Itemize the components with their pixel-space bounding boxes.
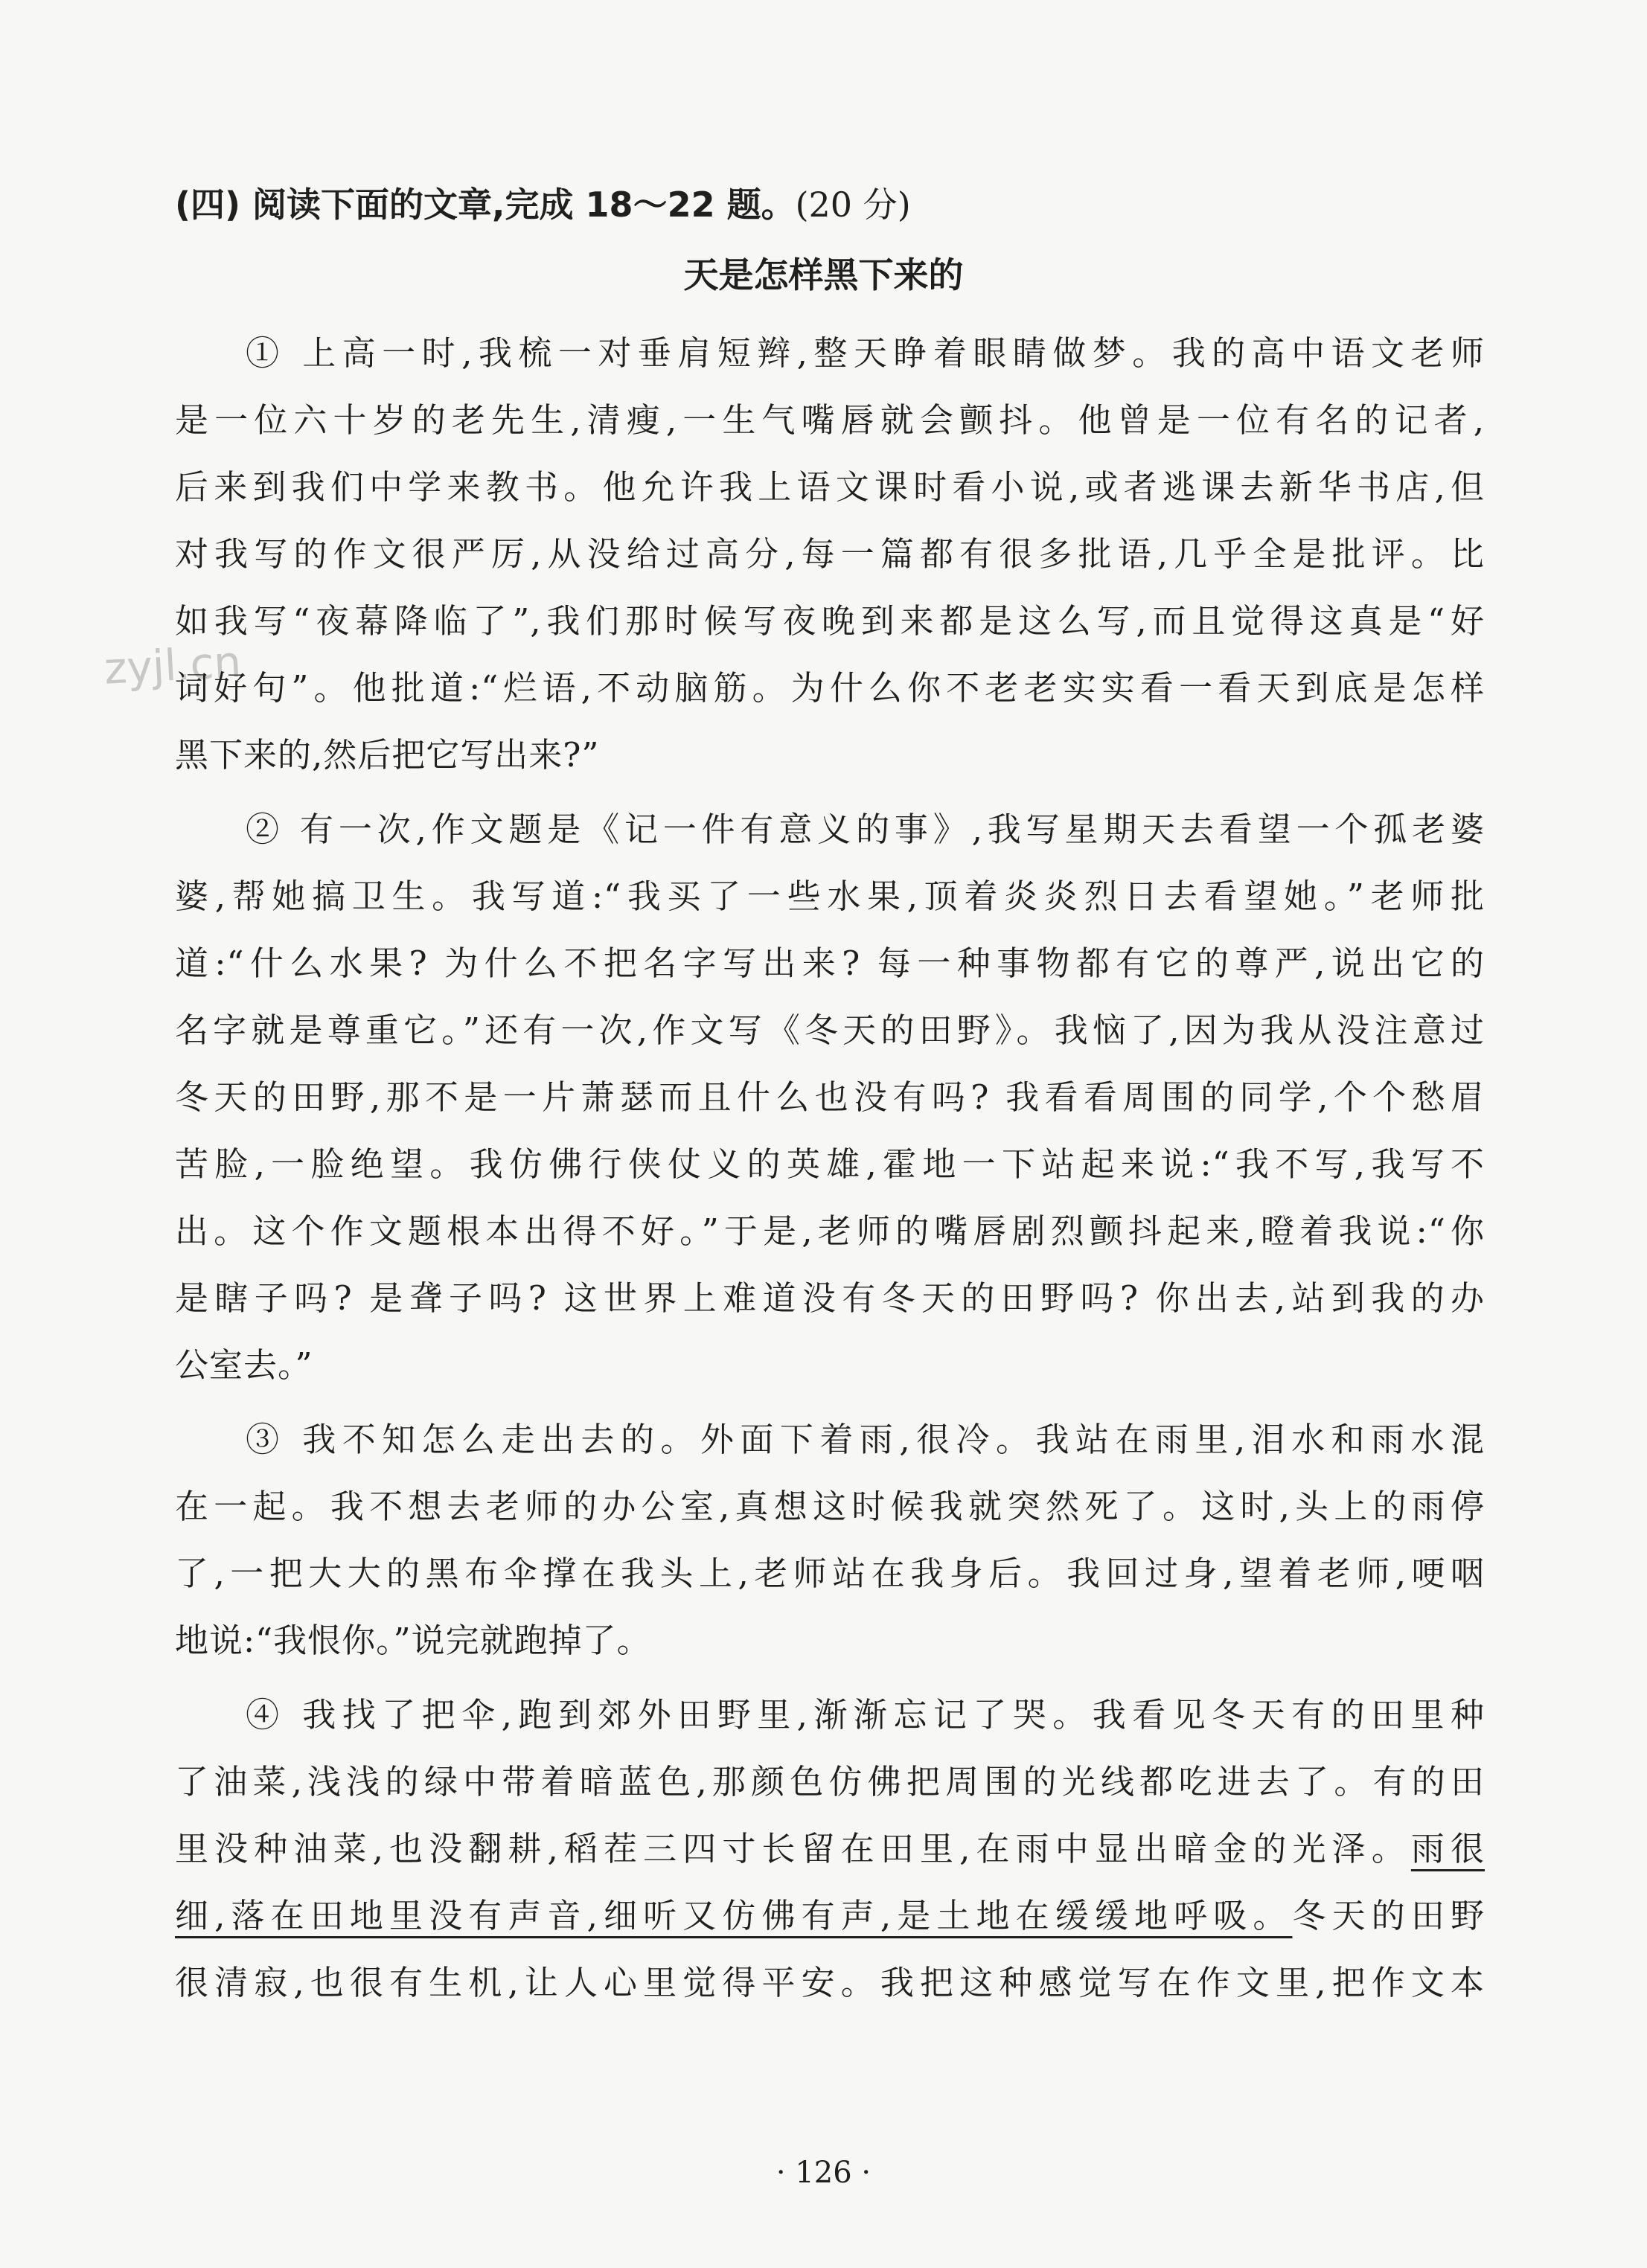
underlined-sentence: 细,落在田地里没有声音,细听又仿佛有声,是土地在缓缓地呼吸。 [175, 1896, 1293, 1935]
text-line: 公室去。” [175, 1345, 313, 1385]
page-number: · 126 · [775, 2156, 872, 2190]
text-segment: 冬天的田野 [1292, 1896, 1485, 1935]
text-segment: 里没种油菜,也没翻耕,稻茬三四寸长留在田里,在雨中显出暗金的光泽。 [175, 1829, 1411, 1868]
text-line: ④ 我找了把伞,跑到郊外田野里,渐渐忘记了哭。我看见冬天有的田里种 [246, 1695, 1485, 1734]
text-line: 冬天的田野,那不是一片萧瑟而且什么也没有吗? 我看看周围的同学,个个愁眉 [175, 1077, 1485, 1117]
text-line [175, 1816, 1485, 1883]
text-line: 黑下来的,然后把它写出来?” [175, 735, 600, 775]
section-heading-text: (四) 阅读下面的文章,完成 18～22 题。 [175, 185, 796, 225]
section-score: (20 分) [795, 185, 911, 225]
underlined-sentence: 雨很 [1410, 1829, 1485, 1868]
text-line: 出。这个作文题根本出得不好。”于是,老师的嘴唇剧烈颤抖起来,瞪着我说:“你 [175, 1211, 1485, 1251]
text-line: 地说:“我恨你。”说完就跑掉了。 [175, 1621, 651, 1660]
text-line: 后来到我们中学来教书。他允许我上语文课时看小说,或者逃课去新华书店,但 [175, 467, 1485, 507]
text-line: 了,一把大大的黑布伞撑在我头上,老师站在我身后。我回过身,望着老师,哽咽 [175, 1554, 1485, 1593]
text-line: 是一位六十岁的老先生,清瘦,一生气嘴唇就会颤抖。他曾是一位有名的记者, [175, 400, 1485, 440]
text-line: 名字就是尊重它。”还有一次,作文写《冬天的田野》。我恼了,因为我从没注意过 [175, 1010, 1485, 1050]
text-line: 了油菜,浅浅的绿中带着暗蓝色,那颜色仿佛把周围的光线都吃进去了。有的田 [175, 1762, 1485, 1801]
text-line: 很清寂,也很有生机,让人心里觉得平安。我把这种感觉写在作文里,把作文本 [175, 1963, 1485, 2002]
text-line: 婆,帮她搞卫生。我写道:“我买了一些水果,顶着炎炎烈日去看望她。”老师批 [175, 877, 1485, 916]
section-heading [175, 179, 1485, 231]
text-line: 对我写的作文很严厉,从没给过高分,每一篇都有很多批语,几乎全是批评。比 [175, 534, 1485, 574]
text-line: ③ 我不知怎么走出去的。外面下着雨,很冷。我站在雨里,泪水和雨水混 [246, 1420, 1485, 1459]
article-title: 天是怎样黑下来的 [683, 255, 964, 296]
watermark: zyjl.cn [103, 636, 243, 694]
text-line: 词好句”。他批道:“烂语,不动脑筋。为什么你不老老实实看一看天到底是怎样 [175, 668, 1485, 708]
text-line: 在一起。我不想去老师的办公室,真想这时候我就突然死了。这时,头上的雨停 [175, 1487, 1485, 1526]
text-line: 苦脸,一脸绝望。我仿佛行侠仗义的英雄,霍地一下站起来说:“我不写,我写不 [175, 1144, 1485, 1184]
text-line: ① 上高一时,我梳一对垂肩短辫,整天睁着眼睛做梦。我的高中语文老师 [246, 333, 1485, 373]
text-line: 如我写“夜幕降临了”,我们那时候写夜晚到来都是这么写,而且觉得这真是“好 [175, 601, 1485, 641]
text-line: 道:“什么水果? 为什么不把名字写出来? 每一种事物都有它的尊严,说出它的 [175, 944, 1485, 983]
text-line: ② 有一次,作文题是《记一件有意义的事》,我写星期天去看望一个孤老婆 [246, 810, 1485, 849]
text-line: 是瞎子吗? 是聋子吗? 这世界上难道没有冬天的田野吗? 你出去,站到我的办 [175, 1278, 1485, 1318]
text-line [175, 1883, 1485, 1950]
